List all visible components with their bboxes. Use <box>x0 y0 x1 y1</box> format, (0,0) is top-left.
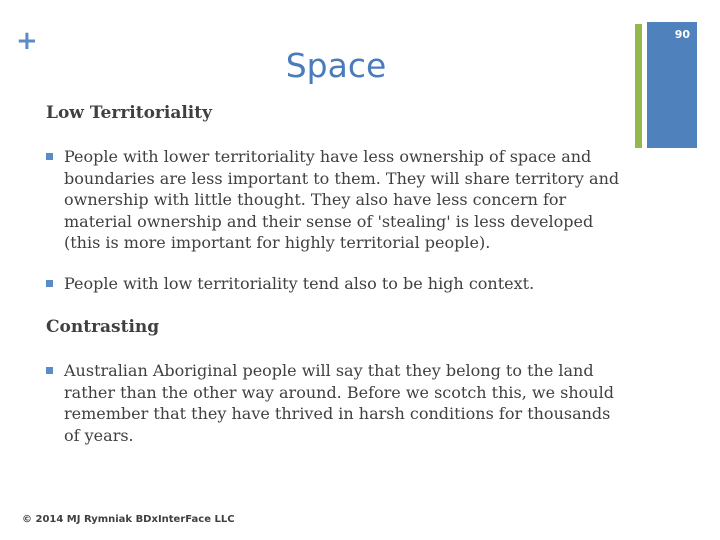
bullet-square-icon <box>46 153 53 160</box>
bullet-item <box>46 360 626 446</box>
bullet-square-icon <box>46 280 53 287</box>
page-number: 90 <box>674 28 690 41</box>
slide-title: Space <box>285 46 387 85</box>
bullet-item <box>46 273 626 295</box>
bullet-square-icon <box>46 367 53 374</box>
section-heading-contrasting: Contrasting <box>46 317 160 337</box>
accent-bar-green <box>635 24 642 148</box>
bullet-text: People with lower territoriality have less ownership of space and boundaries are less important to them. They will share territory and ownership with little thought. They also have less concern for material ownership and their sense of 'stealing' is less developed (this is more important for highly territorial people). <box>64 147 620 252</box>
bullet-text: People with low territoriality tend also to be high context. <box>64 274 535 293</box>
footer-copyright: © 2014 MJ Rymniak BDxInterFace LLC <box>22 514 235 525</box>
bullet-item <box>46 146 626 254</box>
section-heading-low-territoriality: Low Territoriality <box>46 103 212 123</box>
plus-icon: + <box>16 26 38 56</box>
bullet-text: Australian Aboriginal people will say that they belong to the land rather than the other way around. Before we scotch this, we should remember that they have thrived in harsh conditions for thousands of years. <box>64 361 614 445</box>
